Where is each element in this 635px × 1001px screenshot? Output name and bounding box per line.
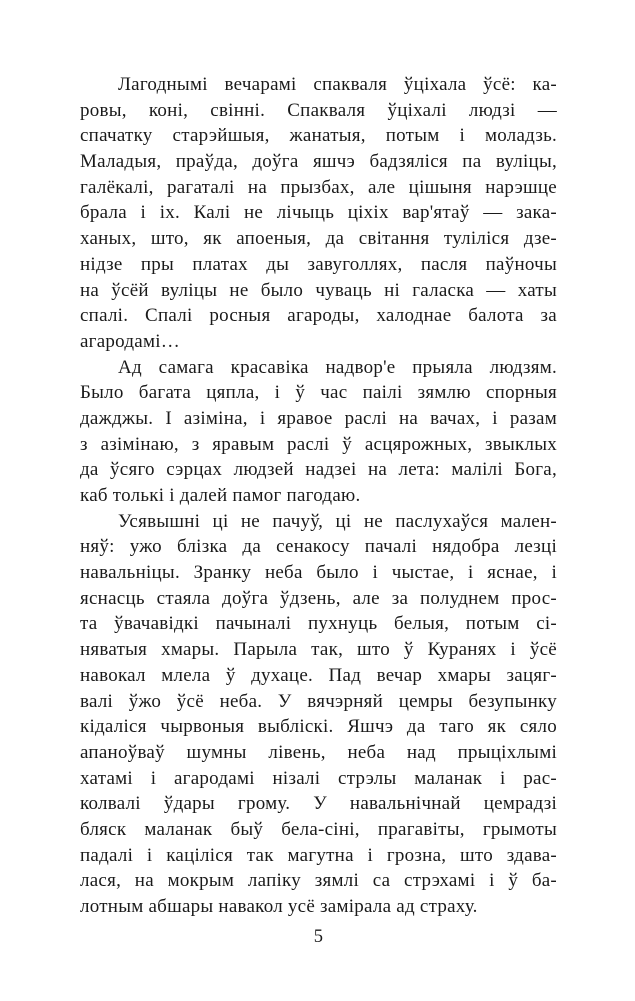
paragraph <box>80 509 557 920</box>
text-line: апаноўваў шумны лівень, неба над прыціхлымі <box>80 741 557 763</box>
text-line: яснасць стаяла доўга ўдзень, але за полуднем прос- <box>80 587 557 609</box>
text-line: навокал млела ў духаце. Пад вечар хмары зацяг- <box>80 664 557 686</box>
text-line: валі ўжо ўсё неба. У вячэрняй цемры безупынку <box>80 690 557 712</box>
text-line: няватыя хмары. Парыла так, што ў Куранях і ўсё <box>80 639 557 661</box>
text-line: навальніцы. Зранку неба было і чыстае, і яснае, і <box>80 562 557 584</box>
text-line: кідаліся чырвоныя выбліскі. Яшчэ да таго як сяло <box>80 716 557 738</box>
text-line: бляск маланак быў бела-сіні, прагавіты, грымоты <box>80 818 557 840</box>
text-line: няў: ужо блізка да сенакосу пачалі нядобра лезці <box>80 536 557 558</box>
paragraph <box>80 355 557 509</box>
text-line: колвалі ўдары грому. У навальнічнай цемрадзі <box>80 793 557 815</box>
text-line: спалі. Спалі росныя агароды, халоднае балота за <box>80 305 557 327</box>
text-line: дажджы. І азіміна, і яравое раслі на вачах, і разам <box>80 407 557 429</box>
text-line: лася, на мокрым лапіку зямлі са стрэхамі і ў ба- <box>80 870 557 892</box>
text-line: ханых, што, як апоеныя, да світання туліліся дзе- <box>80 228 557 250</box>
text-line: Лагоднымі вечарамі спакваля ўціхала ўсё: ка- <box>118 74 557 95</box>
text-line: лотным абшары навакол усё замірала ад страху. <box>80 896 478 917</box>
text-line: да ўсяго сэрцах людзей надзеі на лета: малілі Бога, <box>80 459 557 481</box>
text-line: Было багата цяпла, і ў час паілі зямлю спорныя <box>80 382 557 404</box>
text-line: Ад самага красавіка надвор'е прыяла людзям. <box>118 356 557 378</box>
text-line: галёкалі, рагаталі на прызбах, але цішыня нарэшце <box>80 176 557 198</box>
text-line: каб толькі і далей памог пагодаю. <box>80 485 361 506</box>
text-line: та ўвачавідкі пачыналі пухнуць белыя, потым сі- <box>80 613 557 635</box>
text-line: Усявышні ці не пачуў, ці не паслухаўся мален- <box>118 510 557 532</box>
text-line: брала і іх. Калі не лічыць ціхіх вар'ятаў — зака- <box>80 202 557 224</box>
paragraph <box>80 72 557 355</box>
text-line: з азімінаю, з яравым раслі ў асцярожных, звыклых <box>80 433 557 455</box>
text-line: агародамі… <box>80 330 181 352</box>
text-block <box>80 72 557 920</box>
text-line: падалі і каціліся так магутна і грозна, што здава- <box>80 844 557 866</box>
text-line: ровы, коні, свінні. Спакваля ўціхалі людзі — <box>80 99 557 121</box>
text-line: на ўсёй вуліцы не было чуваць ні галаска — хаты <box>80 279 557 301</box>
text-line: нідзе пры платах ды завуголлях, пасля паўночы <box>80 253 557 275</box>
text-line: хатамі і агародамі нізалі стрэлы маланак і рас- <box>80 767 557 789</box>
text-line: Маладыя, праўда, доўга яшчэ бадзяліся па вуліцы, <box>80 151 557 173</box>
text-line: спачатку старэйшыя, жанатыя, потым і моладзь. <box>80 125 557 147</box>
page-number: 5 <box>313 926 324 947</box>
